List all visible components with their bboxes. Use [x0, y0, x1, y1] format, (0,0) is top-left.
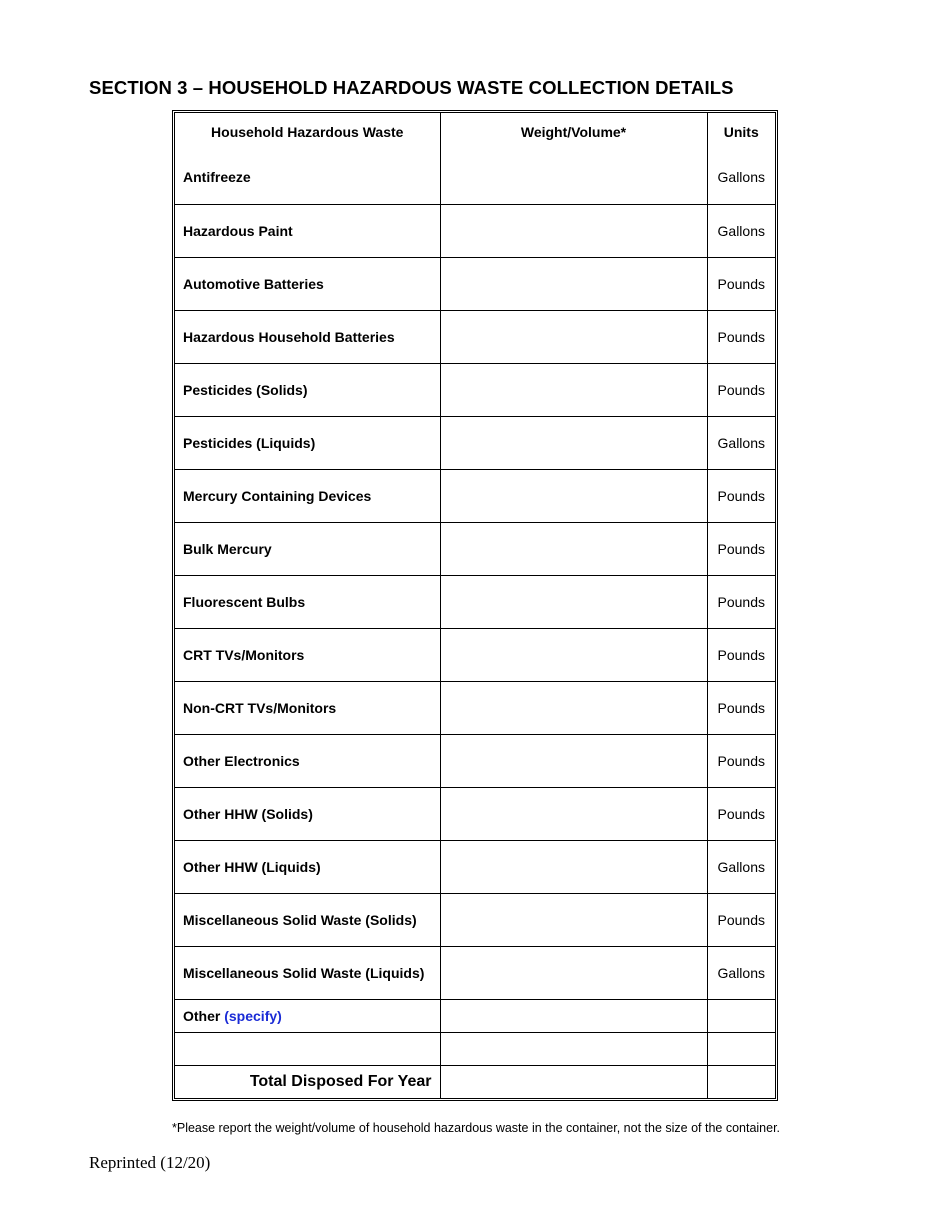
other-weight-input[interactable] — [440, 999, 707, 1032]
total-label: Total Disposed For Year — [175, 1065, 440, 1098]
weight-volume-input[interactable] — [440, 734, 707, 787]
weight-volume-input[interactable] — [440, 310, 707, 363]
weight-volume-input[interactable] — [440, 416, 707, 469]
table-row — [175, 363, 775, 416]
waste-item-label: Hazardous Paint — [175, 204, 440, 257]
waste-item-label: Other HHW (Liquids) — [175, 840, 440, 893]
table-row — [175, 310, 775, 363]
waste-item-label: Pesticides (Solids) — [175, 363, 440, 416]
unit-label: Pounds — [707, 310, 775, 363]
weight-volume-input[interactable] — [440, 840, 707, 893]
waste-item-label: Miscellaneous Solid Waste (Liquids) — [175, 946, 440, 999]
weight-volume-input[interactable] — [440, 363, 707, 416]
weight-volume-input[interactable] — [440, 681, 707, 734]
hhw-table-frame — [172, 110, 778, 1101]
table-row — [175, 840, 775, 893]
table-row — [175, 257, 775, 310]
weight-volume-input[interactable] — [440, 628, 707, 681]
blank-unit-input[interactable] — [707, 1032, 775, 1065]
unit-label: Pounds — [707, 734, 775, 787]
table-row — [175, 787, 775, 840]
header-row — [175, 113, 775, 151]
unit-label: Pounds — [707, 787, 775, 840]
header-weight-volume: Weight/Volume* — [440, 113, 707, 151]
waste-item-label: Other Electronics — [175, 734, 440, 787]
table-row — [175, 575, 775, 628]
waste-item-label: Antifreeze — [175, 151, 440, 204]
table-row — [175, 946, 775, 999]
unit-label: Pounds — [707, 628, 775, 681]
table-row — [175, 151, 775, 204]
table-row — [175, 204, 775, 257]
hhw-table — [175, 113, 775, 1098]
unit-label: Pounds — [707, 522, 775, 575]
total-row — [175, 1065, 775, 1098]
reprinted-date: Reprinted (12/20) — [89, 1153, 211, 1172]
weight-volume-input[interactable] — [440, 204, 707, 257]
unit-label: Pounds — [707, 363, 775, 416]
blank-weight-input[interactable] — [440, 1032, 707, 1065]
unit-label: Pounds — [707, 681, 775, 734]
weight-volume-input[interactable] — [440, 575, 707, 628]
footnote: *Please report the weight/volume of household hazardous waste in the container, not the size of the container. — [172, 1121, 781, 1135]
weight-volume-input[interactable] — [440, 787, 707, 840]
waste-item-label: CRT TVs/Monitors — [175, 628, 440, 681]
unit-label: Gallons — [707, 204, 775, 257]
weight-volume-input[interactable] — [440, 522, 707, 575]
other-row — [175, 999, 775, 1032]
weight-volume-input[interactable] — [440, 257, 707, 310]
waste-item-label: Other HHW (Solids) — [175, 787, 440, 840]
weight-volume-input[interactable] — [440, 151, 707, 204]
total-weight-input[interactable] — [440, 1065, 707, 1098]
other-label-cell — [175, 999, 440, 1032]
waste-item-label: Hazardous Household Batteries — [175, 310, 440, 363]
table-body — [175, 151, 775, 1098]
table-row — [175, 628, 775, 681]
waste-item-label: Fluorescent Bulbs — [175, 575, 440, 628]
table-row — [175, 893, 775, 946]
waste-item-label: Pesticides (Liquids) — [175, 416, 440, 469]
table-row — [175, 416, 775, 469]
table-row — [175, 734, 775, 787]
weight-volume-input[interactable] — [440, 893, 707, 946]
table-row — [175, 469, 775, 522]
unit-label: Gallons — [707, 151, 775, 204]
unit-label: Pounds — [707, 575, 775, 628]
waste-item-label: Bulk Mercury — [175, 522, 440, 575]
table-row — [175, 522, 775, 575]
waste-item-label: Miscellaneous Solid Waste (Solids) — [175, 893, 440, 946]
unit-label: Gallons — [707, 946, 775, 999]
total-unit-input[interactable] — [707, 1065, 775, 1098]
unit-label: Pounds — [707, 257, 775, 310]
unit-label: Gallons — [707, 416, 775, 469]
blank-item-input[interactable] — [175, 1032, 440, 1065]
other-unit-input[interactable] — [707, 999, 775, 1032]
unit-label: Gallons — [707, 840, 775, 893]
header-units: Units — [707, 113, 775, 151]
specify-link[interactable]: (specify) — [224, 1007, 282, 1024]
unit-label: Pounds — [707, 893, 775, 946]
weight-volume-input[interactable] — [440, 469, 707, 522]
waste-item-label: Mercury Containing Devices — [175, 469, 440, 522]
weight-volume-input[interactable] — [440, 946, 707, 999]
other-label: Other — [183, 1007, 221, 1024]
table-row — [175, 681, 775, 734]
section-title: SECTION 3 – HOUSEHOLD HAZARDOUS WASTE COLLECTION DETAILS — [89, 77, 734, 98]
blank-row — [175, 1032, 775, 1065]
waste-item-label: Non-CRT TVs/Monitors — [175, 681, 440, 734]
header-waste: Household Hazardous Waste — [175, 113, 440, 151]
unit-label: Pounds — [707, 469, 775, 522]
waste-item-label: Automotive Batteries — [175, 257, 440, 310]
